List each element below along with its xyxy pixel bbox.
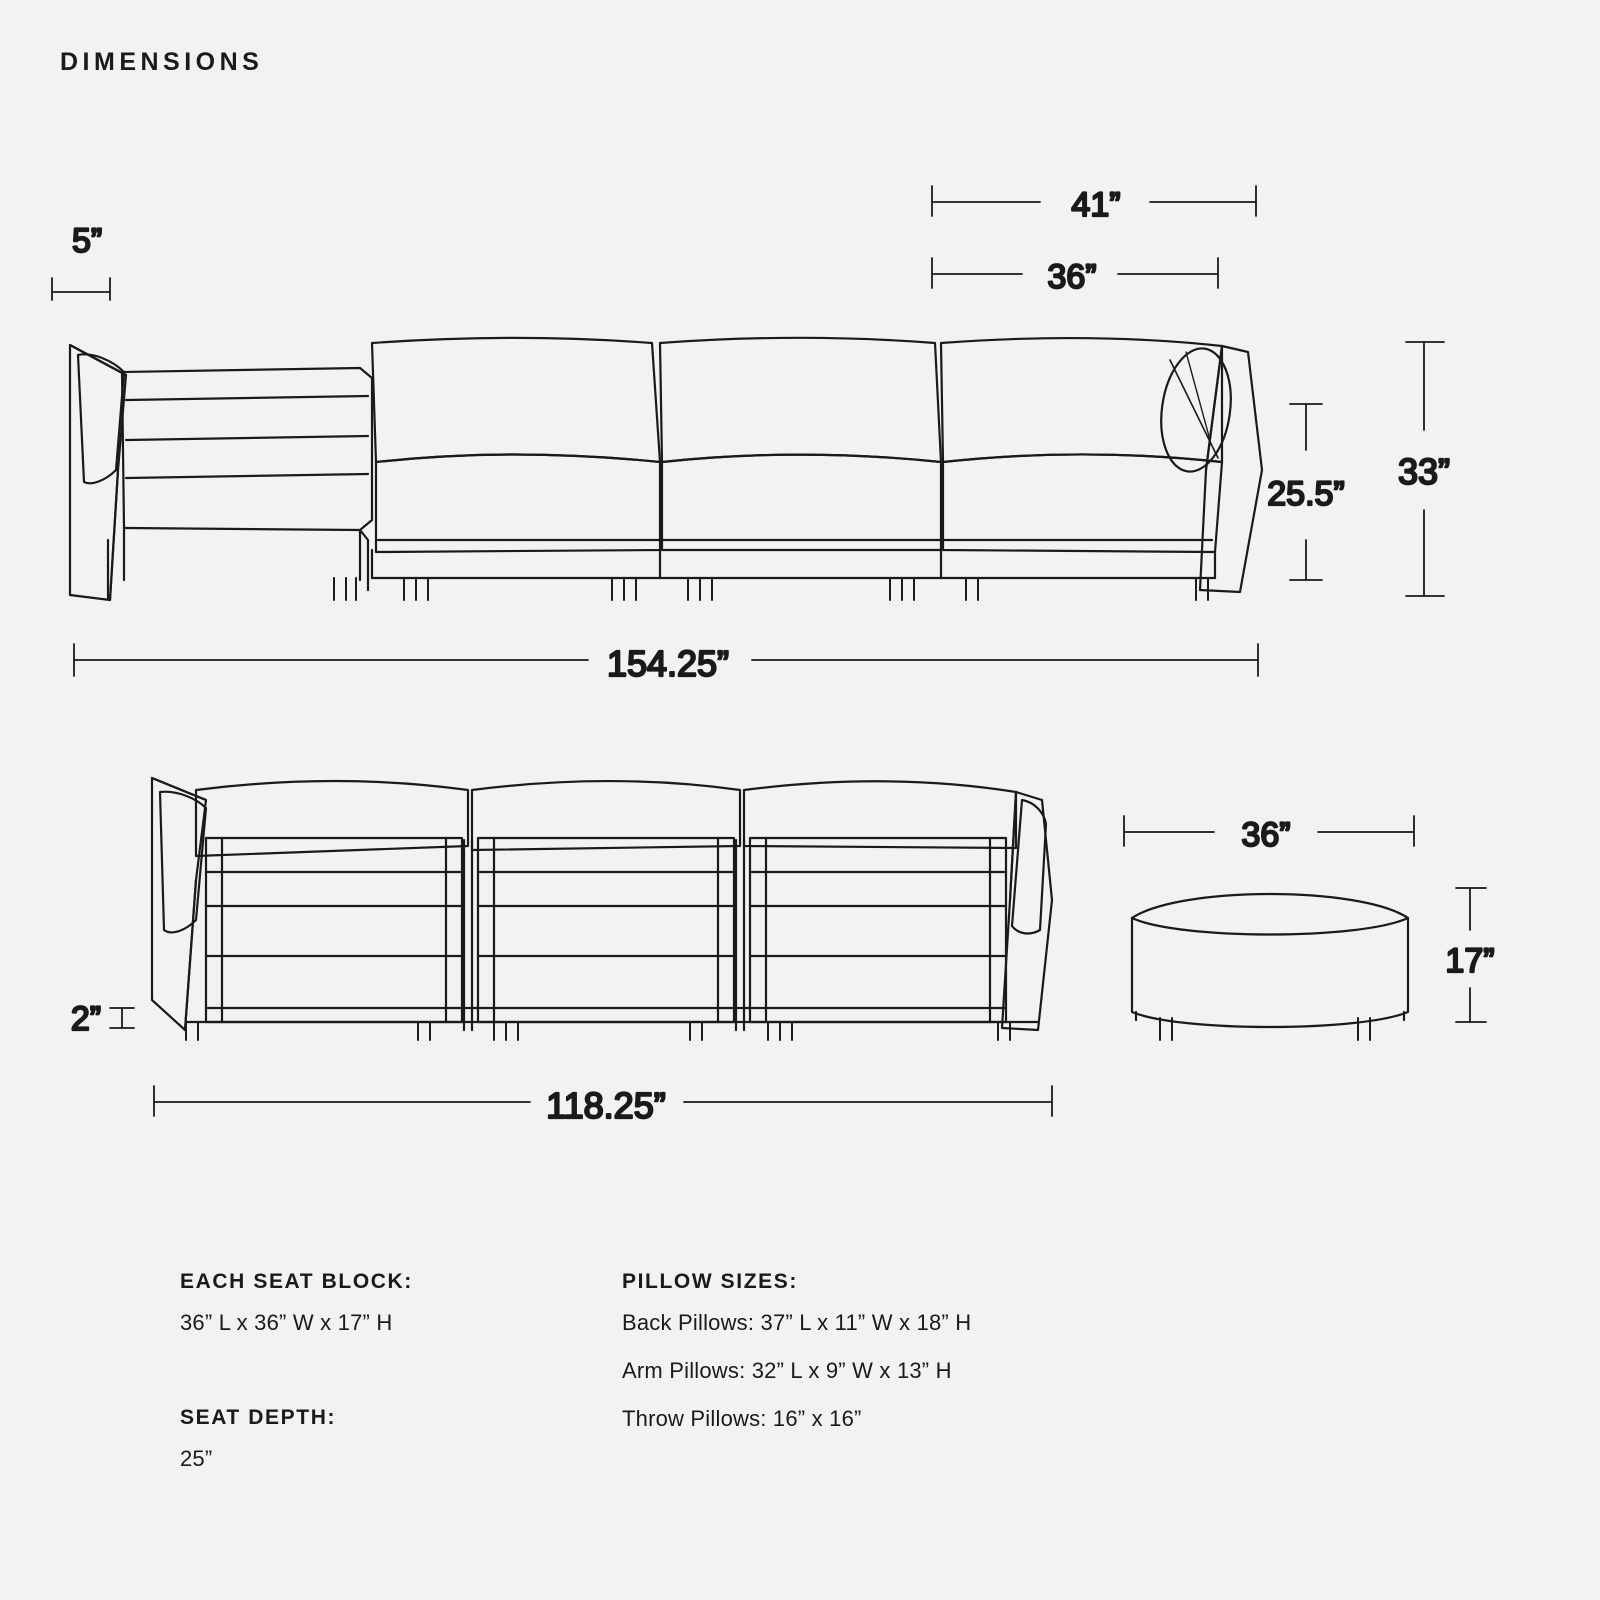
pillow-size-throw: Throw Pillows: 16” x 16” bbox=[622, 1406, 862, 1431]
dim-module-width: 36” bbox=[1047, 258, 1097, 296]
dim-overall-height: 33” bbox=[1397, 451, 1451, 492]
dim-arm-width: 5” bbox=[72, 222, 103, 260]
spec-column-left bbox=[180, 1270, 600, 1494]
front-view-dimension-lines bbox=[52, 186, 1444, 676]
seat-depth-heading: SEAT DEPTH: bbox=[180, 1406, 337, 1429]
dim-module-with-arm: 41” bbox=[1071, 186, 1121, 224]
dim-ottoman-width: 36” bbox=[1241, 816, 1291, 854]
dim-back-overall-width: 118.25” bbox=[546, 1085, 666, 1126]
pillow-size-arm: Arm Pillows: 32” L x 9” W x 13” H bbox=[622, 1358, 952, 1383]
pillow-size-back: Back Pillows: 37” L x 11” W x 18” H bbox=[622, 1310, 972, 1335]
seat-cushion-2 bbox=[662, 455, 941, 551]
ottoman-dimension-lines bbox=[1124, 816, 1486, 1022]
back-cushion-1 bbox=[372, 338, 660, 462]
back-cushion-3 bbox=[941, 338, 1222, 462]
back-cushion-2 bbox=[660, 338, 941, 462]
seat-block-heading: EACH SEAT BLOCK: bbox=[180, 1270, 413, 1293]
seat-depth-value: 25” bbox=[180, 1446, 213, 1471]
spacer bbox=[180, 1358, 600, 1406]
seat-block-value: 36” L x 36” W x 17” H bbox=[180, 1310, 393, 1335]
seat-cushion-1 bbox=[376, 455, 660, 553]
page-title: DIMENSIONS bbox=[60, 48, 264, 76]
ottoman-view bbox=[1132, 894, 1408, 1040]
front-view-sofa bbox=[70, 338, 1262, 600]
dim-overall-length: 154.25” bbox=[606, 643, 730, 684]
dim-leg-height: 2” bbox=[70, 1000, 102, 1038]
spec-column-right bbox=[622, 1270, 1222, 1454]
dim-seat-back-height: 25.5” bbox=[1267, 475, 1345, 513]
dim-ottoman-height: 17” bbox=[1445, 942, 1495, 980]
pillow-sizes-heading: PILLOW SIZES: bbox=[622, 1270, 798, 1293]
back-view-sofa bbox=[152, 778, 1052, 1040]
